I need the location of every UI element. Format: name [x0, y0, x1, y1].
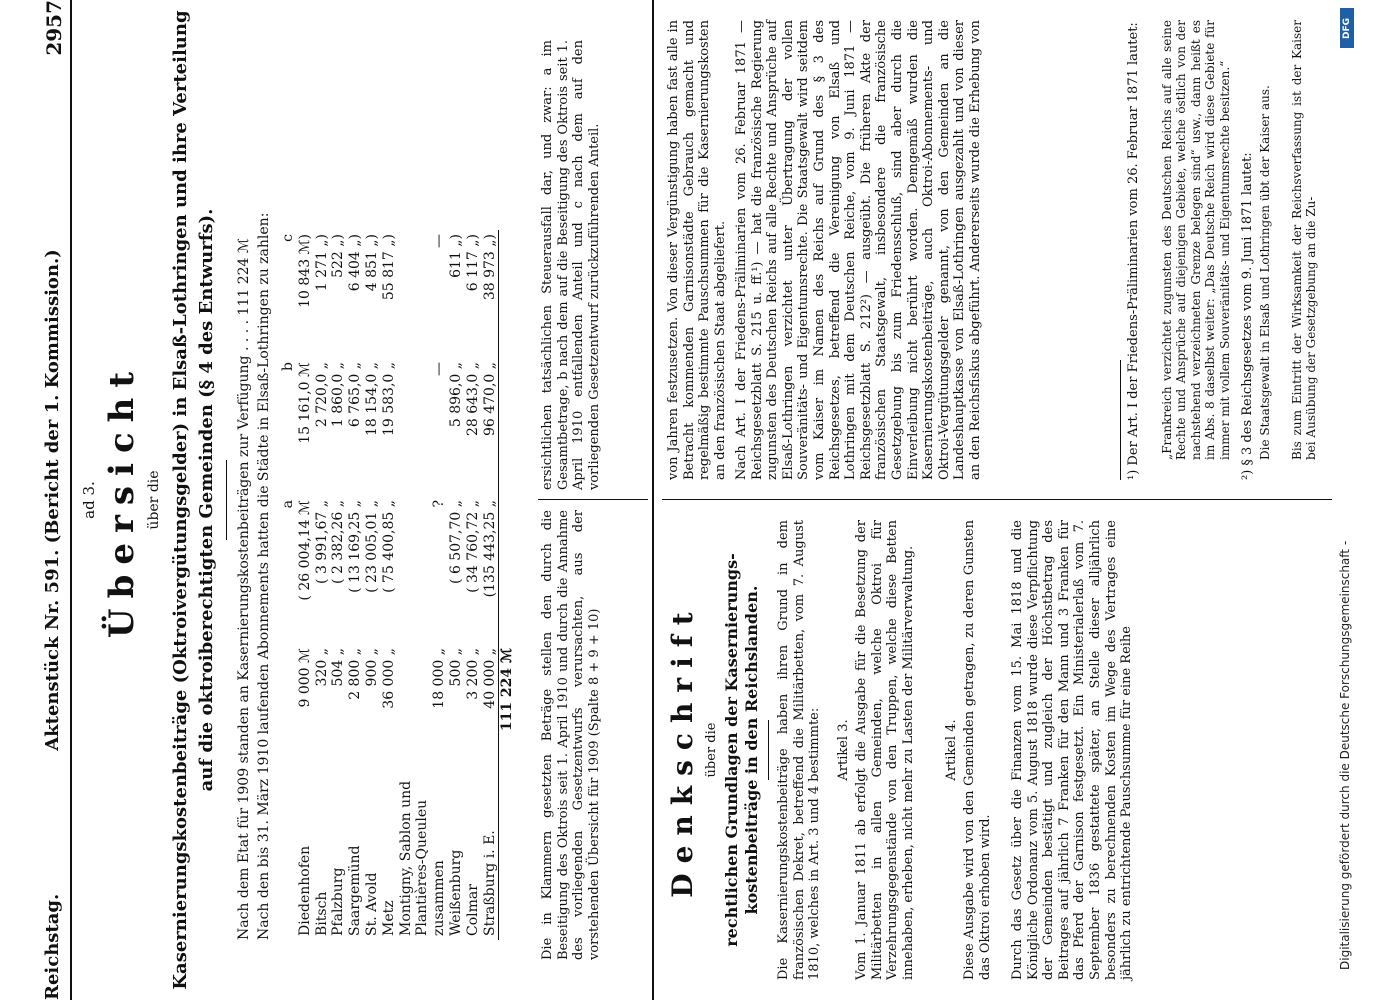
row-a: ? — [431, 500, 448, 508]
denkschrift-subtitle-2: kostenbeiträge in den Reichslanden. — [742, 585, 761, 915]
uebersicht-ueber-die: über die — [146, 470, 162, 530]
row-c — [414, 230, 431, 358]
table-row — [465, 230, 482, 940]
footnote-1: ¹) Der Art. I der Friedens-Präliminarien vom 26. Februar 1871 lautet: — [1126, 22, 1141, 480]
row-a — [398, 496, 415, 644]
row-a: ( 2 382,26 „ — [330, 500, 347, 584]
row-a: ( 34 760,72 „ — [464, 500, 481, 593]
row-a: ( 3 991,67 „ — [313, 500, 330, 584]
row-c: 4 851 „) — [363, 234, 380, 292]
intro-line-2: Nach den bis 31. März 1910 laufenden Abonnements hatten die Städte in Elsaß-Lothringen zu zahlen: — [256, 212, 272, 940]
uebersicht-subtitle-2: auf die oktroiberechtigten Gemeinden (§ 4 des Entwurfs). — [196, 208, 217, 792]
row-a: (135 443,25 „ — [481, 500, 498, 598]
row-b: 96 470,0 „ — [481, 362, 498, 437]
header-left: Reichstag. — [42, 893, 63, 1000]
table-row — [381, 230, 398, 940]
table-row — [448, 230, 465, 940]
row-c — [398, 230, 415, 358]
column-divider-2 — [662, 499, 1332, 500]
row-name: Straßburg i. E. — [481, 830, 498, 936]
row-base: 9 000 ℳ — [296, 648, 313, 708]
footnote-2-quote-2: Bis zum Eintritt der Wirksamkeit der Reichsverfassung ist der Kaiser bei Ausübung der Gesetzgebung an die Zu- — [1290, 20, 1319, 460]
row-b: 1 860,0 „ — [330, 362, 347, 428]
data-table — [280, 230, 516, 940]
row-name: Colmar — [464, 884, 481, 936]
denkschrift-para-4: Nach Art. I der Friedens-Präliminarien vom 26. Februar 1871 — Reichsgesetzblatt S. 215 u. ff.¹) — hat die französische Regierung zugunsten des Deutschen Reichs auf alle Rechte und Ansprüche auf Elsaß-Lothringen verzichtet unter Übertragung der vollen Souveränitäts- und Eigentumsrechte. Die Staatsgewalt wird seitdem vom Kaiser im Namen des Reichs auf Grund des § 3 des Reichsgesetzes, betreffend die Vereinigung von Elsaß und Lothringen mit dem Deutschen Reiche, vom 9. Juni 1871 — Reichsgesetzblatt S. 212²) — ausgeübt. Die früheren Akte der französischen Staatsgewalt, insbesondere die französische Gesetzgebung bis zum Friedensschluß, sind aber durch die Einverleibung nicht berührt worden. Demgemäß wurden die Kasernierungskostenbeiträge, auch Oktroi-Abonnements- und Oktroi-Vergütungsgelder genannt, von den Gemeinden an die Landeshauptkasse von Elsaß-Lothringen ausgezahlt und von dieser an den Reichsfiskus abgeführt. Andererseits wurde die Erhebung von — [734, 20, 983, 480]
article-4-heading: Artikel 4. — [944, 719, 959, 781]
table-row — [314, 230, 331, 940]
row-b: 18 154,0 „ — [363, 362, 380, 437]
row-b — [398, 358, 415, 496]
row-b: 5 896,0 „ — [447, 362, 464, 428]
row-a: ( 75 400,85 „ — [380, 500, 397, 593]
row-name: Bitsch — [313, 891, 330, 936]
row-c: — — [431, 234, 448, 248]
denkschrift-para-1: Die Kasernierungskostenbeiträge haben ihren Grund in dem französischen Dekret, betreffend die Militärbetten, vom 7. August 1810, welches in Art. 3 und 4 bestimmte: — [776, 520, 823, 980]
denkschrift-para-3: von Jahren festzusetzen. Von dieser Vergünstigung haben fast alle in Betracht kommenden Garnisonstädte Gebrauch gemacht und regelmäßig bestimmte Pauschsummen für die Kasernierungskosten an den französischen Staat abgeliefert. — [666, 20, 728, 480]
table-total-row — [499, 230, 516, 940]
row-base: 504 „ — [330, 648, 347, 687]
table-row — [364, 230, 381, 940]
denkschrift-title: Denkschrift — [666, 602, 699, 898]
row-c: 1 271 „) — [313, 234, 330, 292]
printed-sheet — [40, 0, 1340, 1000]
table-row — [297, 230, 314, 940]
row-name: Plantières-Queuleu — [414, 799, 431, 936]
footnote-rule — [1120, 360, 1121, 480]
table-row — [330, 230, 347, 940]
table-row — [398, 230, 415, 940]
digitization-credit: Digitalisierung gefördert durch die Deutsche Forschungsgemeinschaft - — [1338, 540, 1352, 970]
row-c: 6 404 „) — [347, 234, 364, 292]
denkschrift-para-2: Durch das Gesetz über die Finanzen vom 15. Mai 1818 und die Königliche Ordonanz vom 5. August 1818 wurde diese Verpflichtung der Gemeinden bestätigt und zugleich der Höchstbetrag des Beitrages auf jährlich 7 Franken für den Mann und 3 Franken für das Pferd der Garnison festgesetzt. Ein Ministerialerlaß vom 7. September 1836 gestattete später, an Stelle dieser alljährlich besonders zu berechnenden Kosten im Wege des Vertrages eine jährlich zu entrichtende Pauschsumme für eine Reihe — [1010, 520, 1135, 980]
row-b: 28 643,0 „ — [464, 362, 481, 437]
ad-label: ad 3. — [80, 481, 98, 519]
row-c: 522 „) — [330, 234, 347, 278]
denkschrift-ueber-die: über die — [704, 722, 719, 778]
row-name: Diedenhofen — [296, 845, 313, 936]
divider — [226, 460, 227, 540]
row-c: 38 973 „) — [481, 234, 498, 301]
dfg-logo: DFG — [1340, 8, 1354, 48]
row-b: 2 720,0 „ — [313, 362, 330, 428]
row-name: Metz — [380, 900, 397, 936]
row-b: — — [431, 362, 448, 376]
row-name: Weißenburg — [447, 849, 464, 936]
table-row — [431, 230, 448, 940]
row-name: Montigny, Sablon und — [397, 780, 414, 936]
article-4-text: Diese Ausgabe wird von den Gemeinden getragen, zu deren Gunsten das Oktroi erhoben wird. — [962, 520, 993, 980]
note-right: ersichtlichen tatsächlichen Steuerausfall dar, und zwar: a im Gesamtbetrage, b nach dem auf die Beseitigung des Oktrois seit 1. April 1910 entfallenden Anteil und c nach dem auf den vorliegenden Gesetzentwurf zurückzuführenden Anteil. — [540, 40, 602, 490]
row-b — [414, 358, 431, 496]
note-left: Die in Klammern gesetzten Beträge stellen den durch die Beseitigung des Oktrois seit 1. April 1910 und durch die Annahme des vorliegenden Gesetzentwurfs verursachten, aus der vorstehenden Übersicht für 1909 (Spalte 8 + 9 + 10) — [540, 510, 602, 960]
data-table-wrap — [280, 40, 516, 940]
row-base: 900 „ — [363, 648, 380, 687]
row-a — [414, 496, 431, 644]
page-header — [40, 0, 72, 1000]
col-head-c: c — [280, 234, 296, 242]
uebersicht-title: Übersicht — [102, 361, 142, 639]
row-base — [398, 644, 415, 742]
row-base: 40 000 „ — [481, 648, 498, 709]
section-separator — [652, 0, 654, 1000]
uebersicht-subtitle-1: Kasernierungskostenbeiträge (Oktroivergütungsgelder) in Elsaß-Lothringen und ihre Verteilung — [170, 10, 191, 990]
row-name: St. Avold — [363, 872, 380, 936]
page-number: 2957 — [42, 0, 66, 56]
column-divider — [538, 499, 648, 500]
header-title: Aktenstück Nr. 591. (Bericht der 1. Kommission.) — [42, 249, 63, 751]
row-base — [414, 644, 431, 742]
col-head-a: a — [280, 500, 296, 509]
footnote-2-quote: Die Staatsgewalt in Elsaß und Lothringen übt der Kaiser aus. — [1258, 85, 1272, 460]
row-a: ( 26 004,14 ℳ — [296, 500, 313, 601]
row-c: 10 843 ℳ) — [296, 234, 313, 308]
row-c: 55 817 „) — [380, 234, 397, 301]
article-3-heading: Artikel 3. — [836, 719, 851, 781]
row-base: 3 200 „ — [464, 648, 481, 700]
row-base: 500 „ — [447, 648, 464, 687]
divider — [768, 720, 769, 780]
row-a: ( 6 507,70 „ — [447, 500, 464, 584]
row-b: 19 583,0 „ — [380, 362, 397, 437]
row-name: Saargemünd — [347, 845, 364, 936]
col-head-b: b — [280, 362, 296, 371]
table-header-row — [280, 230, 297, 940]
row-name: zusammen — [431, 860, 448, 936]
row-c: 611 „) — [447, 234, 464, 278]
footnote-2: ²) § 3 des Reichsgesetzes vom 9. Juni 1871 lautet: — [1240, 152, 1255, 480]
intro-line-1: Nach dem Etat für 1909 standen an Kasernierungskostenbeiträgen zur Verfügung . . . . 111 224 ℳ — [236, 238, 252, 940]
row-a: ( 13 169,25 „ — [347, 500, 364, 593]
row-name: Pfalzburg — [330, 867, 347, 936]
footnote-1-quote: „Frankreich verzichtet zugunsten des Deutschen Reichs auf alle seine Rechte und Ansprüche auf diejenigen Gebiete, welche östlich von der nachstehend verzeichneten Grenze belegen sind“ usw., dann heißt es im Abs. 8 daselbst weiter: „Das Deutsche Reich wird diese Gebiete für immer mit vollem Souveränitäts- und Eigentumsrechte besitzen.“ — [1160, 20, 1232, 460]
row-base: 36 000 „ — [380, 648, 397, 709]
table-row — [482, 230, 499, 940]
row-c: 6 117 „) — [464, 234, 481, 292]
row-base: 320 „ — [313, 648, 330, 687]
table-row — [347, 230, 364, 940]
row-b: 15 161,0 ℳ — [296, 362, 313, 444]
row-base: 2 800 „ — [347, 648, 364, 700]
table-total: 111 224 ℳ — [499, 648, 516, 732]
denkschrift-subtitle-1: rechtlichen Grundlagen der Kasernierungs- — [722, 553, 741, 947]
article-3-text: Vom 1. Januar 1811 ab erfolgt die Ausgabe für die Besetzung der Militärbetten in allen Gemeinden, welche Oktroi für Verzehrungsgegenstände von den Truppen, welche diese Betten innehaben, erheben, nicht mehr zu Lasten der Militärverwaltung. — [854, 520, 916, 980]
row-b: 6 765,0 „ — [347, 362, 364, 428]
table-row — [414, 230, 431, 940]
row-base: 18 000 „ — [431, 648, 448, 709]
row-a: ( 23 005,01 „ — [363, 500, 380, 593]
